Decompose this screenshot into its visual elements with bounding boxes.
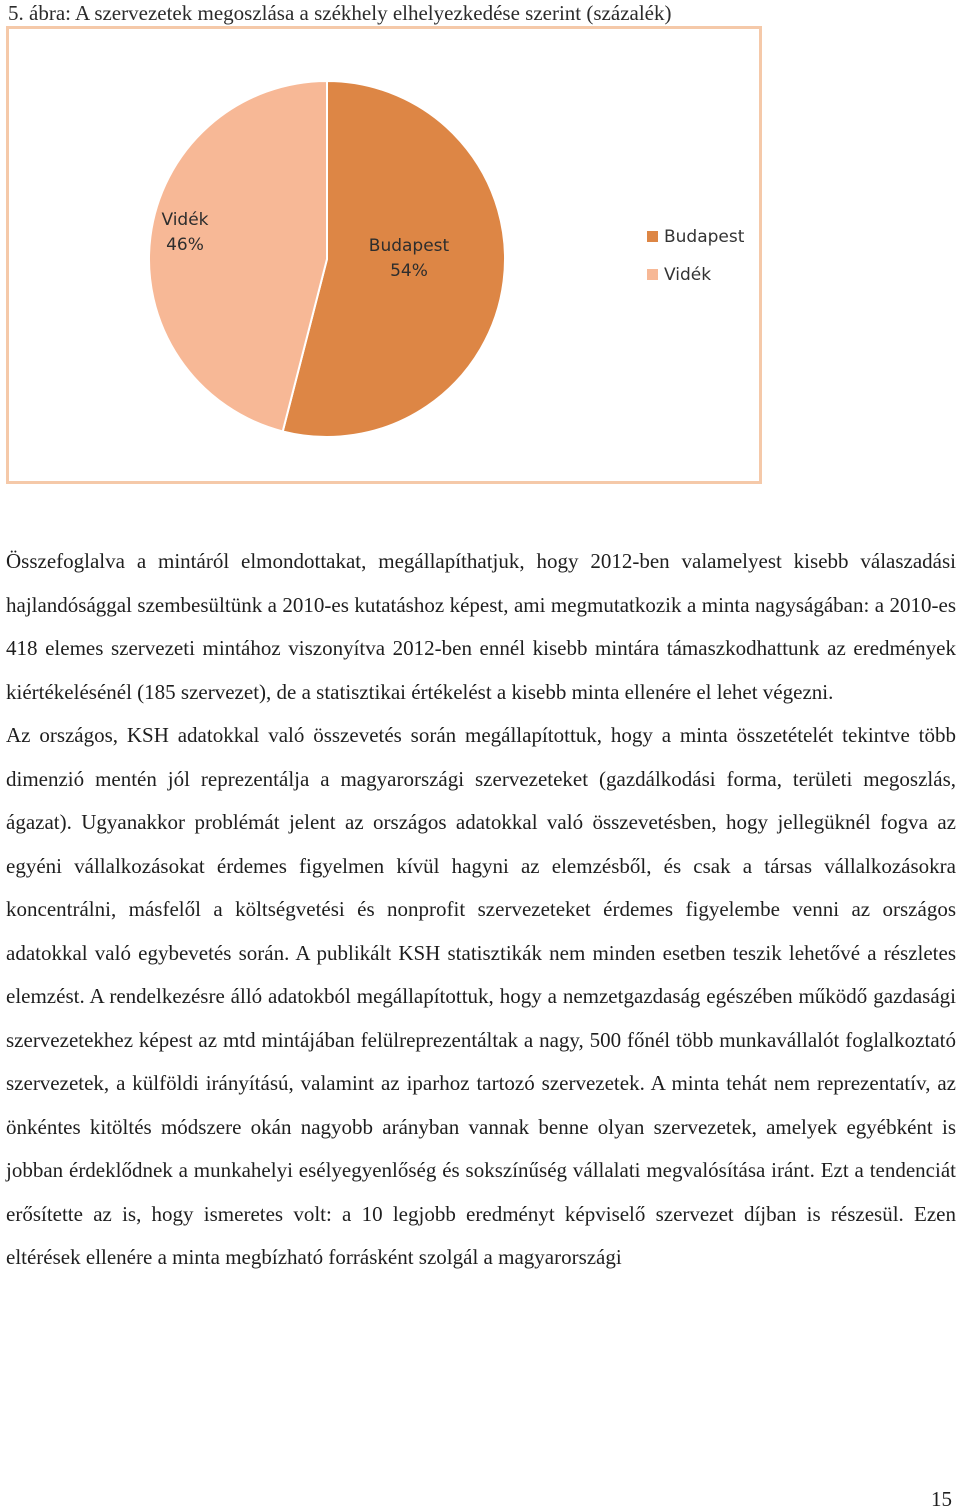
legend-label: Budapest <box>664 227 745 247</box>
slice-label-value: 54% <box>390 261 428 281</box>
page-number: 15 <box>931 1487 952 1511</box>
chart-legend <box>647 227 745 285</box>
figure-caption: 5. ábra: A szervezetek megoszlása a székhely elhelyezkedése szerint (százalék) <box>8 1 672 25</box>
paragraph-summary: Összefoglalva a mintáról elmondottakat, megállapíthatjuk, hogy 2012-ben valamelyest kisebb válaszadási hajlandósággal szembesültünk a 2010-es kutatáshoz képest, ami megmutatkozik a minta nagyságában: a 2010-es 418 elemes szervezeti mintához viszonyítva 2012-ben ennél kisebb mintára támaszkodhattunk az eredmények kiértékelésénél (185 szervezet), de a statisztikai értékelést a kisebb minta ellenére el lehet végezni. <box>6 549 956 704</box>
pie-chart <box>9 29 759 481</box>
slice-label-name: Budapest <box>368 236 450 256</box>
slice-label-name: Vidék <box>161 210 209 230</box>
pie-chart-frame <box>6 26 762 484</box>
legend-label: Vidék <box>664 265 712 285</box>
legend-swatch <box>647 231 658 242</box>
slice-label-value: 46% <box>166 235 204 255</box>
paragraph-comparison: Az országos, KSH adatokkal való összevetés során megállapítottuk, hogy a minta összetételét tekintve több dimenzió mentén jól reprezentálja a magyarországi szervezeteket (gazdálkodási forma, területi megoszlás, ágazat). Ugyanakkor problémát jelent az országos adatokkal való összevetésben, hogy jellegüknél fogva az egyéni vállalkozásokat érdemes figyelmen kívül hagyni az elemzésből, és csak a társas vállalkozásokra koncentrálni, másfelől a költségvetési és nonprofit szervezeteket érdemes figyelembe venni az országos adatokkal való egybevetés során. A publikált KSH statisztikák nem minden esetben teszik lehetővé a részletes elemzést. A rendelkezésre álló adatokból megállapítottuk, hogy a nemzetgazdaság egészében működő gazdasági szervezetekhez képest az mtd mintájában felülreprezentáltak a nagy, 500 főnél több munkavállalót foglalkoztató szervezetek, a külföldi irányítású, valamint az iparhoz tartozó szervezetek. A minta tehát nem reprezentatív, az önkéntes kitöltés módszere okán nagyobb arányban vannak benne olyan szervezetek, amelyek egyébként is jobban érdeklődnek a munkahelyi esélyegyenlőség és sokszínűség vállalati megvalósítása iránt. Ezt a tendenciát erősítette az is, hogy ismeretes volt: a 10 legjobb eredményt képviselő szervezet díjban is részesül. Ezen eltérések ellenére a minta megbízható forrásként szolgál a magyarországi <box>6 723 956 1269</box>
pie-slices <box>149 81 505 437</box>
legend-swatch <box>647 269 658 280</box>
body-text <box>6 540 956 1280</box>
